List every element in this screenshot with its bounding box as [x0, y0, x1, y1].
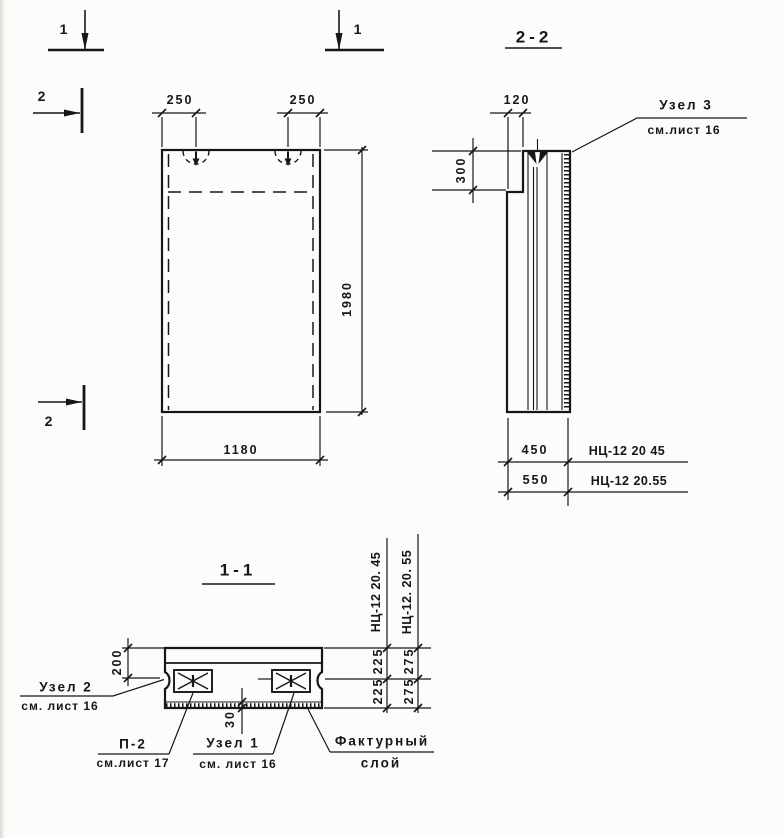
dim-300: 300 [453, 156, 468, 184]
p2-ref: см.лист 17 [96, 756, 170, 770]
p2-title: П-2 [119, 736, 147, 752]
node3-ref: см.лист 16 [647, 123, 721, 137]
marker-2-bottom-label: 2 [44, 413, 54, 429]
keyway-right [272, 670, 310, 692]
dim-1180: 1180 [223, 442, 259, 457]
mark-nc-12-20-45: НЦ-12 20. 45 [368, 551, 383, 633]
dim-275-bottom: 275 [401, 677, 416, 705]
front-view [152, 109, 368, 466]
node1-title: Узел 1 [206, 735, 260, 751]
dim-1980: 1980 [339, 281, 354, 317]
section-marker-1-left [48, 10, 104, 50]
section-2-2 [432, 48, 747, 506]
node2-ref: см. лист 16 [21, 699, 99, 713]
facing-layer-label-1: Фактурный [334, 733, 430, 749]
node3-title: Узел 3 [659, 97, 713, 113]
section-2-2-title: 2-2 [515, 27, 553, 47]
s11-dim-30 [238, 688, 246, 734]
dim-225-bottom: 225 [370, 677, 385, 705]
dim-30: 30 [222, 710, 237, 728]
dim-275-top: 275 [401, 647, 416, 675]
node2-title: Узел 2 [39, 679, 93, 695]
front-dim-1180 [154, 416, 328, 466]
marker-1-right-label: 1 [353, 21, 363, 37]
s11-dim-200 [122, 638, 164, 686]
row1-mark: НЦ-12 20 45 [588, 443, 666, 458]
section-2-2-layers [528, 153, 562, 410]
section-1-1-title: 1-1 [219, 560, 257, 580]
front-dim-250 [152, 109, 328, 147]
row2-dim-550: 550 [522, 472, 550, 487]
node1-ref: см. лист 16 [199, 757, 277, 771]
dim-250-left: 250 [166, 92, 194, 107]
marker-1-left-label: 1 [59, 21, 69, 37]
dim-200: 200 [109, 648, 124, 676]
dim-225-top: 225 [370, 647, 385, 675]
s22-marks-table [498, 418, 688, 506]
row2-mark: НЦ-12 20.55 [590, 473, 668, 488]
s22-dim-120 [490, 109, 531, 189]
row1-dim-450: 450 [521, 442, 549, 457]
hoisting-loop-right [275, 151, 301, 166]
dim-120: 120 [503, 92, 531, 107]
facing-layer-label-2: слой [360, 755, 402, 771]
keyway-left [174, 670, 212, 692]
mark-nc-12-20-55: НЦ-12. 20. 55 [399, 549, 414, 635]
dim-250-right: 250 [289, 92, 317, 107]
marker-2-top-label: 2 [37, 88, 47, 104]
hoisting-loop-left [183, 151, 209, 166]
